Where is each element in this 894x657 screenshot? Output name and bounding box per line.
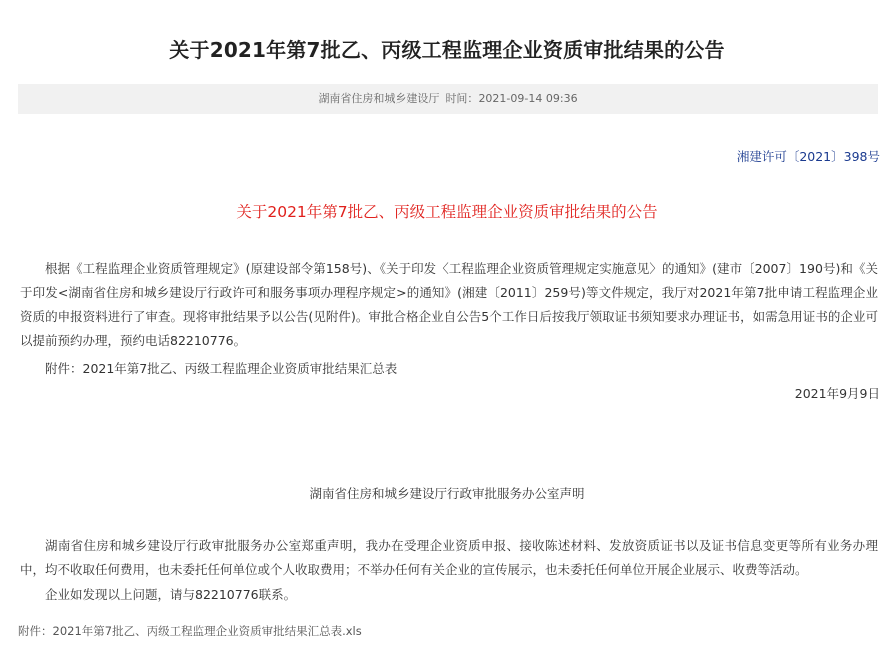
statement-paragraph: 湖南省住房和城乡建设厅行政审批服务办公室郑重声明，我办在受理企业资质申报、接收陈述材料、发放资质证书以及证书信息变更等所有业务办理中，均不收取任何费用，也未委托任何单位或个人收取费用；不举办任何有关企业的宣传展示，也未委托任何单位开展企业展示、收费等活动。 [20, 538, 878, 577]
source-label: 湖南省住房和城乡建设厅 [318, 92, 440, 105]
attachment-note: 附件：2021年第7批乙、丙级工程监理企业资质审批结果汇总表 [45, 361, 398, 376]
document-number: 湘建许可〔2021〕398号 [736, 149, 880, 164]
attachment-download-link[interactable]: 附件：2021年第7批乙、丙级工程监理企业资质审批结果汇总表.xls [18, 624, 362, 638]
statement-contact: 企业如发现以上问题，请与82210776联系。 [45, 587, 297, 602]
notice-paragraph: 根据《工程监理企业资质管理规定》(原建设部令第158号)、《关于印发〈工程监理企业资质管理规定实施意见〉的通知》(建市〔2007〕190号)和《关于印发<湖南省住房和城乡建设厅行政许可和服务事项办理程序规定>的通知》(湘建〔2011〕259号)等文件规定，我厅对2021年第7批申请工程监理企业资质的申报资料进行了审查。现将审批结果予以公告(见附件)。审批合格企业自公告5个工作日后按我厅领取证书须知要求办理证书，如需急用证书的企业可以提前预约办理，预约电话82210776。 [20, 261, 878, 348]
statement-title: 湖南省住房和城乡建设厅行政审批服务办公室声明 [309, 486, 585, 501]
publish-time: 2021-09-14 09:36 [478, 92, 578, 105]
notice-date: 2021年9月9日 [794, 386, 880, 401]
notice-title: 关于2021年第7批乙、丙级工程监理企业资质审批结果的公告 [236, 203, 658, 221]
time-label: 时间： [445, 92, 479, 105]
page-title: 关于2021年第7批乙、丙级工程监理企业资质审批结果的公告 [169, 38, 725, 62]
meta-bar [18, 84, 878, 114]
